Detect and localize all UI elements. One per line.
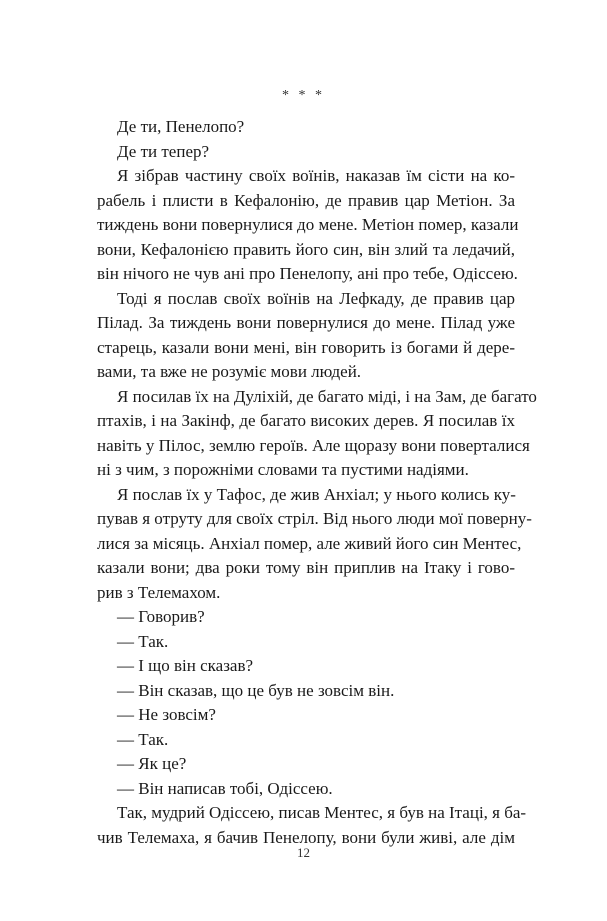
text-line: — Так. bbox=[117, 631, 169, 651]
text-line: — Як це? bbox=[117, 754, 187, 773]
paragraph bbox=[97, 777, 515, 802]
paragraph bbox=[97, 630, 515, 655]
paragraph bbox=[97, 728, 515, 753]
text-line: Я зібрав частину своїх воїнів, наказав їм сісти на ко- bbox=[117, 166, 515, 185]
text-line: Так, мудрий Одіссею, писав Ментес, я був на Ітаці, я ба- bbox=[117, 803, 527, 822]
text-line: — Не зовсім? bbox=[117, 705, 216, 724]
text-line: — Він написав тобі, Одіссею. bbox=[117, 778, 333, 798]
body-text bbox=[97, 115, 537, 850]
paragraph bbox=[97, 115, 515, 140]
paragraph bbox=[97, 679, 515, 704]
text-line: вами, та вже не розуміє мови людей. bbox=[97, 362, 362, 381]
paragraph bbox=[97, 605, 515, 630]
text-line: навіть у Пілос, землю героїв. Але щоразу вони поверталися bbox=[97, 435, 530, 455]
text-line: — Говорив? bbox=[117, 607, 205, 626]
paragraph bbox=[97, 140, 515, 165]
section-separator: * * * bbox=[282, 88, 325, 103]
text-line: Я послав їх у Тафос, де жив Анхіал; у нього колись ку- bbox=[117, 484, 516, 504]
text-line: чив Телемаха, я бачив Пенелопу, вони були живі, але дім bbox=[97, 827, 515, 847]
text-line: старець, казали вони мені, він говорить із богами й дере- bbox=[97, 337, 515, 357]
text-line: ні з чим, з порожніми словами та пустими надіями. bbox=[97, 460, 469, 479]
paragraph bbox=[97, 801, 527, 850]
text-line: він нічого не чув ані про Пенелопу, ані про тебе, Одіссею. bbox=[97, 264, 518, 283]
paragraph bbox=[97, 703, 515, 728]
paragraph bbox=[97, 385, 537, 483]
text-line: вони, Кефалонією править його син, він злий та ледачий, bbox=[97, 239, 515, 259]
page-number: 12 bbox=[297, 845, 310, 860]
paragraph bbox=[97, 654, 515, 679]
text-line: рив з Телемахом. bbox=[97, 582, 221, 602]
text-line: тиждень вони повернулися до мене. Метіон помер, казали bbox=[97, 215, 519, 234]
paragraph bbox=[97, 164, 519, 287]
text-line: — І що він сказав? bbox=[117, 656, 254, 675]
paragraph bbox=[97, 483, 532, 606]
text-line: лися за місяць. Анхіал помер, але живий його син Ментес, bbox=[97, 533, 522, 553]
paragraph bbox=[97, 752, 515, 777]
text-line: Пілад. За тиждень вони повернулися до мене. Пілад уже bbox=[97, 313, 515, 332]
text-line: — Він сказав, що це був не зовсім він. bbox=[117, 680, 395, 700]
text-line: рабель і плисти в Кефалонію, де правив цар Метіон. За bbox=[97, 190, 515, 210]
text-line: — Так. bbox=[117, 729, 169, 749]
text-line: Де ти, Пенелопо? bbox=[117, 117, 245, 136]
paragraph bbox=[97, 287, 515, 385]
text-line: Тоді я послав своїх воїнів на Лефкаду, де правив цар bbox=[117, 288, 515, 308]
text-line: Де ти тепер? bbox=[117, 141, 210, 161]
text-line: казали вони; два роки тому він приплив на Ітаку і гово- bbox=[97, 558, 515, 577]
text-line: Я посилав їх на Дуліхій, де багато міді, і на Зам, де багато bbox=[117, 386, 537, 406]
text-line: птахів, і на Закінф, де багато високих дерев. Я посилав їх bbox=[97, 411, 515, 430]
text-line: пував я отруту для своїх стріл. Від нього люди мої поверну- bbox=[97, 509, 532, 528]
